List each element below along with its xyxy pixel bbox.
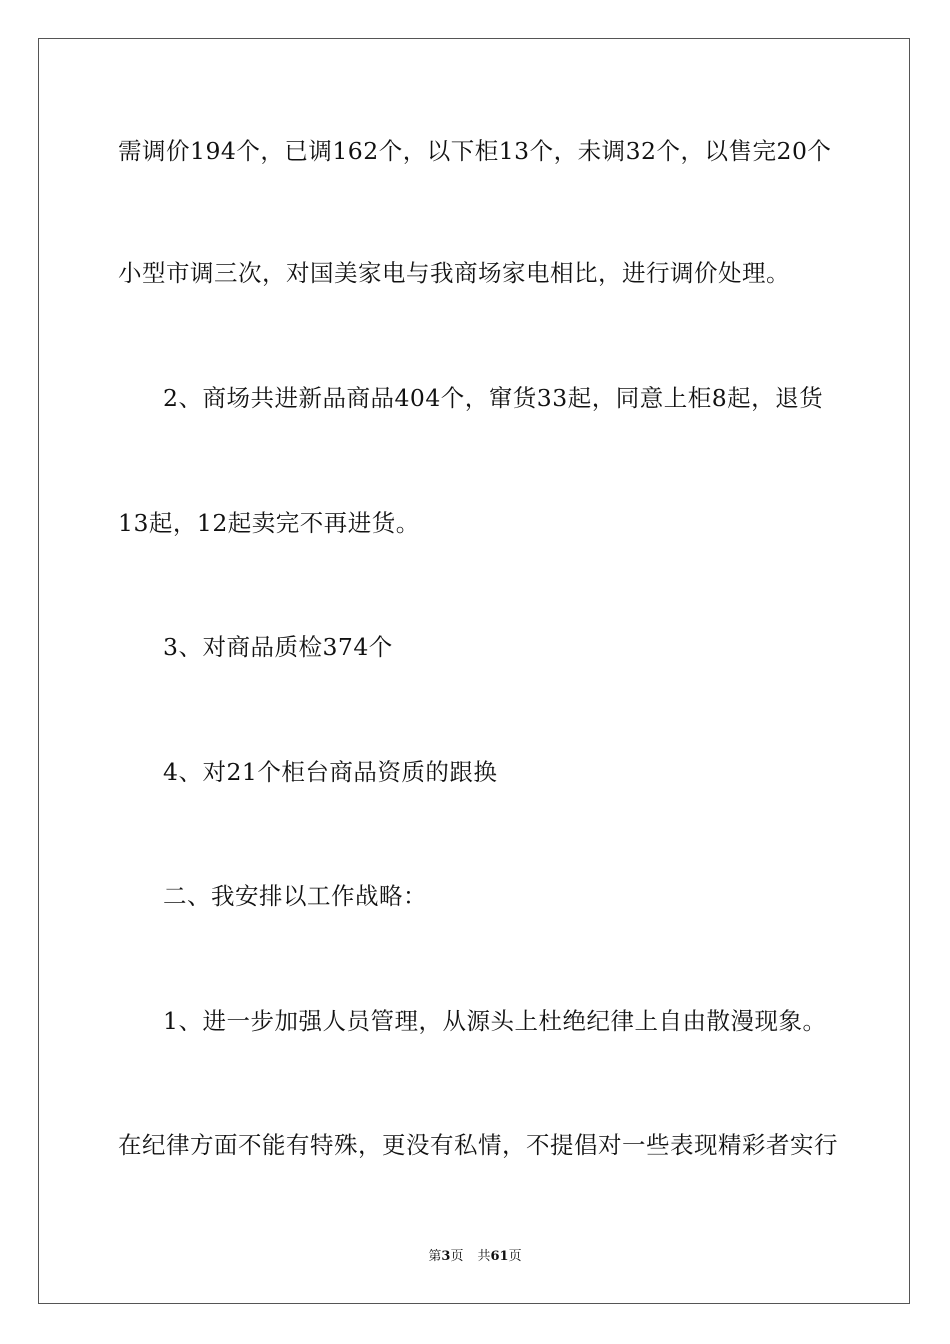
footer-total-prefix: 共 bbox=[477, 1249, 491, 1264]
footer-page-number: 3 bbox=[441, 1249, 451, 1264]
page-border bbox=[38, 38, 910, 1304]
text-line-2: 小型市调三次，对国美家电与我商场家电相比，进行调价处理。 bbox=[118, 259, 790, 287]
footer-total-pages: 61 bbox=[490, 1249, 509, 1264]
text-line-5: 3、对商品质检374个 bbox=[163, 633, 393, 661]
text-line-6: 4、对21个柜台商品资质的跟换 bbox=[163, 758, 498, 786]
text-line-1: 需调价194个，已调162个，以下柜13个，未调32个，以售完20个 bbox=[118, 137, 832, 165]
footer-page-prefix: 第 bbox=[428, 1249, 442, 1264]
section-heading: 二、我安排以工作战略： bbox=[163, 882, 427, 910]
footer-total-suffix: 页 bbox=[508, 1249, 522, 1264]
text-line-4: 13起，12起卖完不再进货。 bbox=[118, 509, 420, 537]
text-line-3: 2、商场共进新品商品404个，窜货33起，同意上柜8起，退货 bbox=[163, 384, 824, 412]
text-line-9: 在纪律方面不能有特殊，更没有私情，不提倡对一些表现精彩者实行 bbox=[118, 1131, 838, 1159]
page-footer bbox=[0, 1248, 950, 1266]
footer-page-suffix: 页 bbox=[450, 1249, 464, 1264]
text-line-8: 1、进一步加强人员管理，从源头上杜绝纪律上自由散漫现象。 bbox=[163, 1007, 827, 1035]
